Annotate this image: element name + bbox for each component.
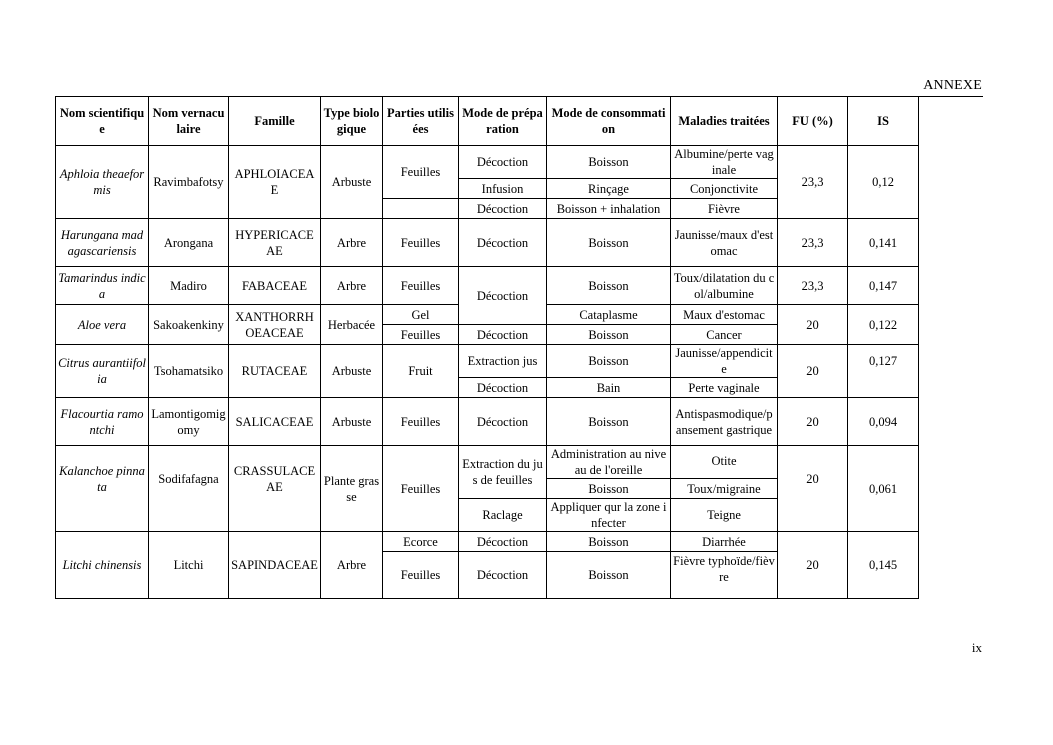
cell-diseases: Fièvre typhoïde/fièvre: [671, 552, 778, 599]
cell-bio-type: Arbuste: [321, 345, 383, 398]
cell-bio-type: Arbre: [321, 267, 383, 305]
cell-preparation: Décoction: [459, 219, 547, 267]
cell-bio-type: Arbuste: [321, 398, 383, 446]
cell-diseases: Antispasmodique/pansement gastrique: [671, 398, 778, 446]
cell-parts-used: Fruit: [383, 345, 459, 398]
cell-scientific-name: Aloe vera: [56, 305, 149, 345]
cell-diseases: Conjonctivite: [671, 179, 778, 199]
cell-vernacular-name: Arongana: [149, 219, 229, 267]
cell-preparation: Extraction jus: [459, 345, 547, 378]
cell-diseases: Jaunisse/maux d'estomac: [671, 219, 778, 267]
cell-scientific-name: Harungana madagascariensis: [56, 219, 149, 267]
cell-preparation: Décoction: [459, 398, 547, 446]
cell-vernacular-name: Sakoakenkiny: [149, 305, 229, 345]
cell-family: APHLOIACEAE: [229, 146, 321, 219]
col-header-consumption: Mode de consommation: [547, 97, 671, 146]
cell-bio-type: Arbre: [321, 219, 383, 267]
cell-is: 0,094: [848, 398, 919, 446]
cell-preparation: Décoction: [459, 532, 547, 552]
cell-consumption: Boisson: [547, 325, 671, 345]
cell-fu: 20: [778, 398, 848, 446]
cell-parts-used: Feuilles: [383, 146, 459, 199]
cell-bio-type: Herbacée: [321, 305, 383, 345]
cell-is: 0,145: [848, 532, 919, 599]
cell-is: 0,061: [848, 446, 919, 532]
cell-preparation: Décoction: [459, 552, 547, 599]
cell-family: SAPINDACEAE: [229, 532, 321, 599]
cell-consumption: Boisson: [547, 219, 671, 267]
col-header-fu: FU (%): [778, 97, 848, 146]
cell-parts-used: Feuilles: [383, 446, 459, 532]
cell-consumption: Boisson: [547, 532, 671, 552]
cell-preparation: Infusion: [459, 179, 547, 199]
cell-preparation: Décoction: [459, 378, 547, 398]
cell-parts-used: Feuilles: [383, 552, 459, 599]
cell-vernacular-name: Lamontigomigomy: [149, 398, 229, 446]
cell-consumption: Cataplasme: [547, 305, 671, 325]
cell-diseases: Albumine/perte vaginale: [671, 146, 778, 179]
col-header-scientific-name: Nom scientifique: [56, 97, 149, 146]
cell-fu: 20: [778, 446, 848, 532]
medicinal-plants-table: [55, 96, 919, 599]
cell-preparation: Décoction: [459, 325, 547, 345]
cell-consumption: Boisson: [547, 479, 671, 499]
table-row: [56, 146, 919, 179]
col-header-is: IS: [848, 97, 919, 146]
cell-parts-used: Ecorce: [383, 532, 459, 552]
col-header-preparation: Mode de préparation: [459, 97, 547, 146]
cell-is: 0,12: [848, 146, 919, 219]
cell-fu: 20: [778, 305, 848, 345]
cell-diseases: Toux/migraine: [671, 479, 778, 499]
cell-parts-used: Feuilles: [383, 325, 459, 345]
cell-scientific-name: Flacourtia ramontchi: [56, 398, 149, 446]
cell-consumption: Boisson: [547, 267, 671, 305]
cell-consumption: Appliquer qur la zone infecter: [547, 499, 671, 532]
cell-preparation: Extraction du jus de feuilles: [459, 446, 547, 499]
page-number: ix: [971, 640, 982, 655]
cell-diseases: Cancer: [671, 325, 778, 345]
cell-consumption: Boisson: [547, 398, 671, 446]
cell-scientific-name: Citrus aurantiifolia: [56, 345, 149, 398]
cell-parts-used: Gel: [383, 305, 459, 325]
section-label: ANNEXE: [923, 78, 982, 93]
cell-scientific-name: Kalanchoe pinnata: [56, 446, 149, 532]
table-row: [56, 345, 919, 378]
cell-family: CRASSULACEAE: [229, 446, 321, 532]
cell-preparation: Décoction: [459, 146, 547, 179]
cell-family: SALICACEAE: [229, 398, 321, 446]
cell-is: 0,127: [848, 345, 919, 398]
cell-family: FABACEAE: [229, 267, 321, 305]
cell-consumption: Boisson: [547, 146, 671, 179]
cell-family: HYPERICACEAE: [229, 219, 321, 267]
col-header-vernacular-name: Nom vernaculaire: [149, 97, 229, 146]
cell-family: XANTHORRHOEACEAE: [229, 305, 321, 345]
cell-parts-used-empty: [383, 199, 459, 219]
cell-diseases: Diarrhée: [671, 532, 778, 552]
cell-diseases: Jaunisse/appendicite: [671, 345, 778, 378]
cell-is: 0,122: [848, 305, 919, 345]
cell-diseases: Otite: [671, 446, 778, 479]
table-row: [56, 446, 919, 479]
cell-fu: 23,3: [778, 219, 848, 267]
cell-bio-type: Arbre: [321, 532, 383, 599]
cell-is: 0,147: [848, 267, 919, 305]
cell-scientific-name: Aphloia theaeformis: [56, 146, 149, 219]
cell-preparation: Raclage: [459, 499, 547, 532]
cell-vernacular-name: Litchi: [149, 532, 229, 599]
cell-fu: 23,3: [778, 146, 848, 219]
table-row: [56, 219, 919, 267]
cell-consumption: Boisson: [547, 552, 671, 599]
cell-consumption: Boisson: [547, 345, 671, 378]
cell-bio-type: Arbuste: [321, 146, 383, 219]
col-header-bio-type: Type biologique: [321, 97, 383, 146]
col-header-diseases: Maladies traitées: [671, 97, 778, 146]
cell-consumption: Boisson + inhalation: [547, 199, 671, 219]
cell-parts-used: Feuilles: [383, 267, 459, 305]
cell-consumption: Bain: [547, 378, 671, 398]
cell-scientific-name: Tamarindus indica: [56, 267, 149, 305]
cell-fu: 23,3: [778, 267, 848, 305]
cell-diseases: Perte vaginale: [671, 378, 778, 398]
cell-parts-used: Feuilles: [383, 398, 459, 446]
cell-fu: 20: [778, 345, 848, 398]
cell-diseases: Fièvre: [671, 199, 778, 219]
col-header-family: Famille: [229, 97, 321, 146]
table-header-row: [56, 97, 919, 146]
cell-preparation: Décoction: [459, 199, 547, 219]
cell-bio-type: Plante grasse: [321, 446, 383, 532]
cell-vernacular-name: Madiro: [149, 267, 229, 305]
table-row: [56, 267, 919, 305]
cell-vernacular-name: Sodifafagna: [149, 446, 229, 532]
cell-parts-used: Feuilles: [383, 219, 459, 267]
table-row: [56, 532, 919, 552]
col-header-parts-used: Parties utilisées: [383, 97, 459, 146]
cell-family: RUTACEAE: [229, 345, 321, 398]
cell-diseases: Toux/dilatation du col/albumine: [671, 267, 778, 305]
table-row: [56, 398, 919, 446]
cell-vernacular-name: Ravimbafotsy: [149, 146, 229, 219]
cell-diseases: Maux d'estomac: [671, 305, 778, 325]
cell-is: 0,141: [848, 219, 919, 267]
cell-consumption: Rinçage: [547, 179, 671, 199]
cell-diseases: Teigne: [671, 499, 778, 532]
cell-fu: 20: [778, 532, 848, 599]
cell-scientific-name: Litchi chinensis: [56, 532, 149, 599]
cell-consumption: Administration au niveau de l'oreille: [547, 446, 671, 479]
cell-preparation: Décoction: [459, 267, 547, 325]
cell-vernacular-name: Tsohamatsiko: [149, 345, 229, 398]
